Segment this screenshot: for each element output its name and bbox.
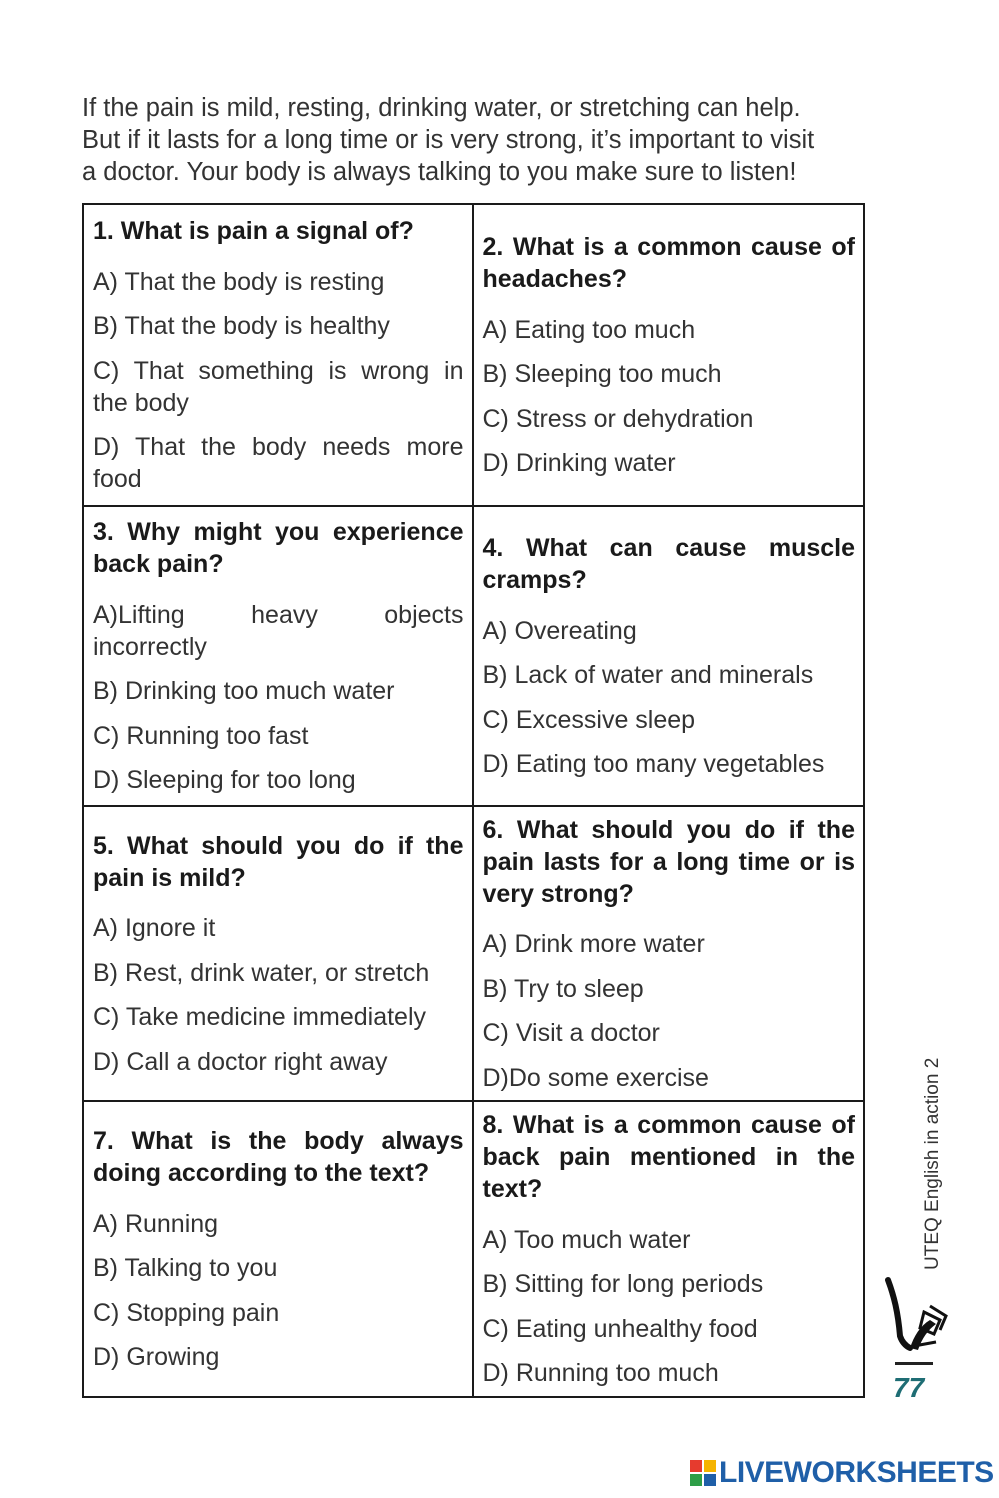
side-title: UTEQ English in action 2 [922,1057,943,1270]
liveworksheets-logo [690,1456,994,1490]
answer-option[interactable]: A) Eating too much [482,315,696,344]
question-text: 6. What should you do if the pain lasts for a long time or is very strong? [482,815,855,908]
book-icon [880,1276,952,1361]
answer-option[interactable]: C) Take medicine immediately [93,1003,426,1031]
answer-option[interactable]: A)Lifting heavy objects incorrectly [93,600,464,661]
question-text: 7. What is the body always doing according to the text? [93,1127,464,1187]
answer-option[interactable]: D) That the body needs more food [93,433,464,493]
answer-option[interactable]: B) Lack of water and minerals [482,661,814,689]
intro-paragraph [82,92,866,188]
answer-option[interactable]: C) Eating unhealthy food [482,1314,758,1343]
brand-name: LIVEWORKSHEETS [719,1456,994,1489]
answer-option[interactable]: B) Sleeping too much [482,360,722,388]
answer-option[interactable]: C) Stopping pain [93,1298,280,1327]
answer-option[interactable]: D)Do some exercise [482,1063,709,1092]
question-cell-2 [474,205,864,507]
answer-option[interactable]: A) Running [93,1209,219,1238]
question-cell-1 [84,205,474,507]
answer-option[interactable]: A) Drink more water [482,930,705,958]
answer-option[interactable]: B) Drinking too much water [93,677,395,705]
intro-line: If the pain is mild, resting, drinking water, or stretching can help. [82,94,801,122]
answer-option[interactable]: A) That the body is resting [93,267,385,296]
answer-option[interactable]: C) Excessive sleep [482,705,696,734]
answer-option[interactable]: A) Overeating [482,616,637,645]
answer-option[interactable]: B) Rest, drink water, or stretch [93,958,430,987]
question-cell-4 [474,507,864,807]
answer-option[interactable]: B) Talking to you [93,1254,278,1282]
logo-squares-icon [690,1460,716,1486]
question-text: 2. What is a common cause of headaches? [482,233,855,293]
answer-option[interactable]: C) Running too fast [93,721,309,750]
question-text: 3. Why might you experience back pain? [93,518,464,578]
answer-option[interactable]: A) Too much water [482,1225,691,1254]
answer-option[interactable]: A) Ignore it [93,914,216,942]
answer-option[interactable]: C) Visit a doctor [482,1019,660,1047]
answer-option[interactable]: D) Sleeping for too long [93,766,356,794]
intro-line: But if it lasts for a long time or is very strong, it’s important to visit [82,126,815,154]
intro-line: a doctor. Your body is always talking to you make sure to listen! [82,158,797,186]
question-cell-8 [474,1102,864,1396]
question-cell-7 [84,1102,474,1396]
question-text: 1. What is pain a signal of? [93,217,414,245]
question-text: 5. What should you do if the pain is mild? [93,831,464,892]
answer-option[interactable]: B) That the body is healthy [93,312,390,340]
question-grid [82,203,865,1398]
answer-option[interactable]: C) Stress or dehydration [482,404,754,433]
question-text: 8. What is a common cause of back pain mentioned in the text? [482,1111,855,1203]
answer-option[interactable]: B) Try to sleep [482,974,644,1003]
answer-option[interactable]: B) Sitting for long periods [482,1270,764,1298]
answer-option[interactable]: C) That something is wrong in the body [93,356,464,417]
page-number-rule [895,1362,933,1365]
question-cell-5 [84,807,474,1102]
question-text: 4. What can cause muscle cramps? [482,534,855,594]
answer-option[interactable]: D) Eating too many vegetables [482,750,825,778]
question-cell-3 [84,507,474,807]
answer-option[interactable]: D) Running too much [482,1359,719,1387]
page-number: 77 [893,1372,925,1403]
answer-option[interactable]: D) Drinking water [482,449,676,477]
question-cell-6 [474,807,864,1102]
answer-option[interactable]: D) Call a doctor right away [93,1047,388,1076]
answer-option[interactable]: D) Growing [93,1343,220,1371]
